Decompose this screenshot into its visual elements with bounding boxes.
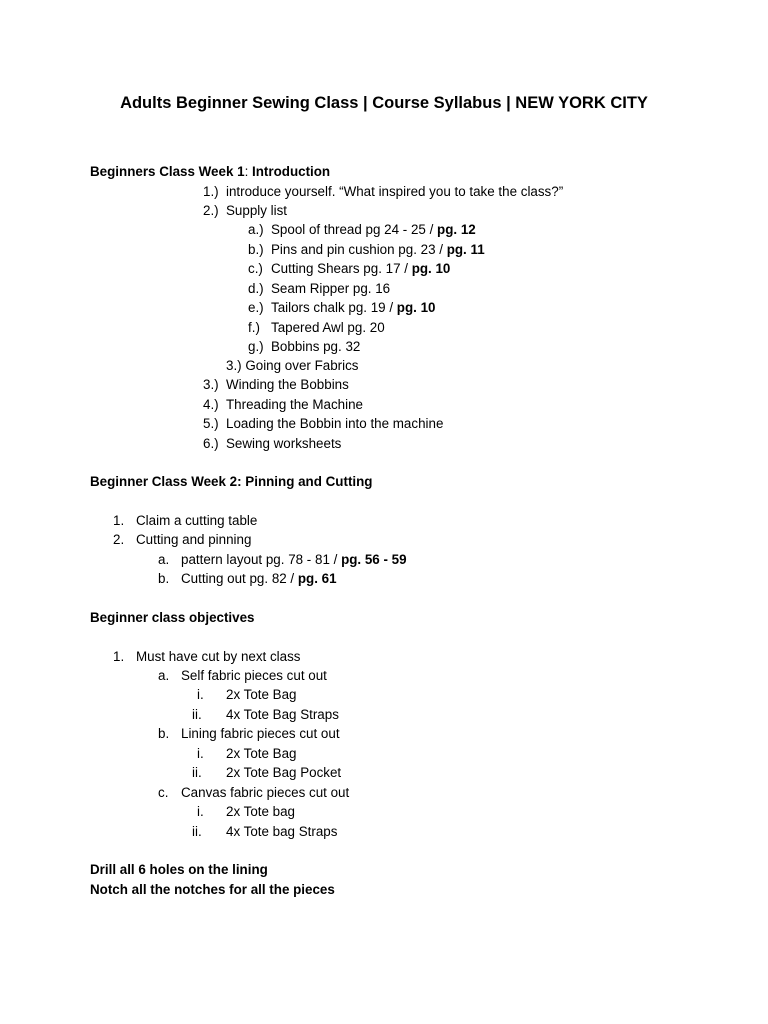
- list-marker: g.): [248, 339, 264, 354]
- list-text: Self fabric pieces cut out: [181, 668, 327, 683]
- list-marker: 2.: [113, 532, 125, 547]
- list-text: Cutting out pg. 82 / pg. 61: [181, 571, 337, 586]
- list-text: Claim a cutting table: [136, 513, 258, 528]
- list-text: Tapered Awl pg. 20: [271, 320, 385, 335]
- list-marker: 4.): [203, 397, 219, 412]
- list-marker: c.: [158, 785, 169, 800]
- list-marker: ii.: [192, 707, 202, 722]
- list-text: pattern layout pg. 78 - 81 / pg. 56 - 59: [181, 552, 407, 567]
- list-marker: a.): [248, 222, 264, 237]
- list-text: 4x Tote bag Straps: [226, 824, 338, 839]
- list-text: Spool of thread pg 24 - 25 / pg. 12: [271, 222, 476, 237]
- objectives-heading: Beginner class objectives: [90, 610, 255, 625]
- list-text: 4x Tote Bag Straps: [226, 707, 339, 722]
- list-marker: ii.: [192, 765, 202, 780]
- list-marker: c.): [248, 261, 263, 276]
- list-text: Pins and pin cushion pg. 23 / pg. 11: [271, 242, 485, 257]
- week1-heading: [90, 164, 330, 180]
- list-text: 2x Tote Bag Pocket: [226, 765, 342, 780]
- list-marker: 1.: [113, 649, 125, 664]
- list-text: Supply list: [226, 203, 288, 218]
- notch-note: Notch all the notches for all the pieces: [90, 882, 335, 897]
- list-text: Loading the Bobbin into the machine: [226, 416, 444, 431]
- week1-heading-topic: Introduction: [248, 164, 331, 179]
- list-marker: 6.): [203, 436, 219, 451]
- list-marker: ii.: [192, 824, 202, 839]
- list-text: Lining fabric pieces cut out: [181, 726, 340, 741]
- list-marker: 3.): [203, 377, 219, 392]
- list-marker: b.: [158, 726, 170, 741]
- list-marker: 2.): [203, 203, 219, 218]
- list-text: introduce yourself. “What inspired you to take the class?”: [226, 184, 564, 199]
- list-text: Sewing worksheets: [226, 436, 342, 451]
- list-marker: 1.: [113, 513, 125, 528]
- list-text: Bobbins pg. 32: [271, 339, 361, 354]
- list-text: 2x Tote Bag: [226, 746, 297, 761]
- document-title: Adults Beginner Sewing Class | Course Syllabus | NEW YORK CITY: [120, 94, 648, 112]
- list-marker: i.: [197, 746, 204, 761]
- drill-holes-note: Drill all 6 holes on the lining: [90, 862, 268, 877]
- week1-heading-colon: :: [244, 164, 249, 179]
- list-marker: d.): [248, 281, 264, 296]
- list-marker: i.: [197, 804, 204, 819]
- week2-heading: Beginner Class Week 2: Pinning and Cutting: [90, 474, 373, 489]
- list-marker: 5.): [203, 416, 219, 431]
- list-marker: i.: [197, 687, 204, 702]
- list-text: Cutting and pinning: [136, 532, 252, 547]
- going-over-fabrics: 3.) Going over Fabrics: [226, 358, 359, 373]
- list-text: 2x Tote bag: [226, 804, 295, 819]
- list-text: Must have cut by next class: [136, 649, 301, 664]
- list-text: Threading the Machine: [226, 397, 363, 412]
- list-marker: b.: [158, 571, 170, 586]
- list-text: Winding the Bobbins: [226, 377, 349, 392]
- list-marker: f.): [248, 320, 260, 335]
- list-marker: b.): [248, 242, 264, 257]
- list-text: Cutting Shears pg. 17 / pg. 10: [271, 261, 451, 276]
- list-marker: 1.): [203, 184, 219, 199]
- list-text: Seam Ripper pg. 16: [271, 281, 391, 296]
- list-text: Tailors chalk pg. 19 / pg. 10: [271, 300, 436, 315]
- list-text: 2x Tote Bag: [226, 687, 297, 702]
- list-marker: a.: [158, 668, 170, 683]
- week1-heading-label: Beginners Class Week 1: [90, 164, 245, 179]
- list-marker: a.: [158, 552, 170, 567]
- list-text: Canvas fabric pieces cut out: [181, 785, 350, 800]
- list-marker: e.): [248, 300, 264, 315]
